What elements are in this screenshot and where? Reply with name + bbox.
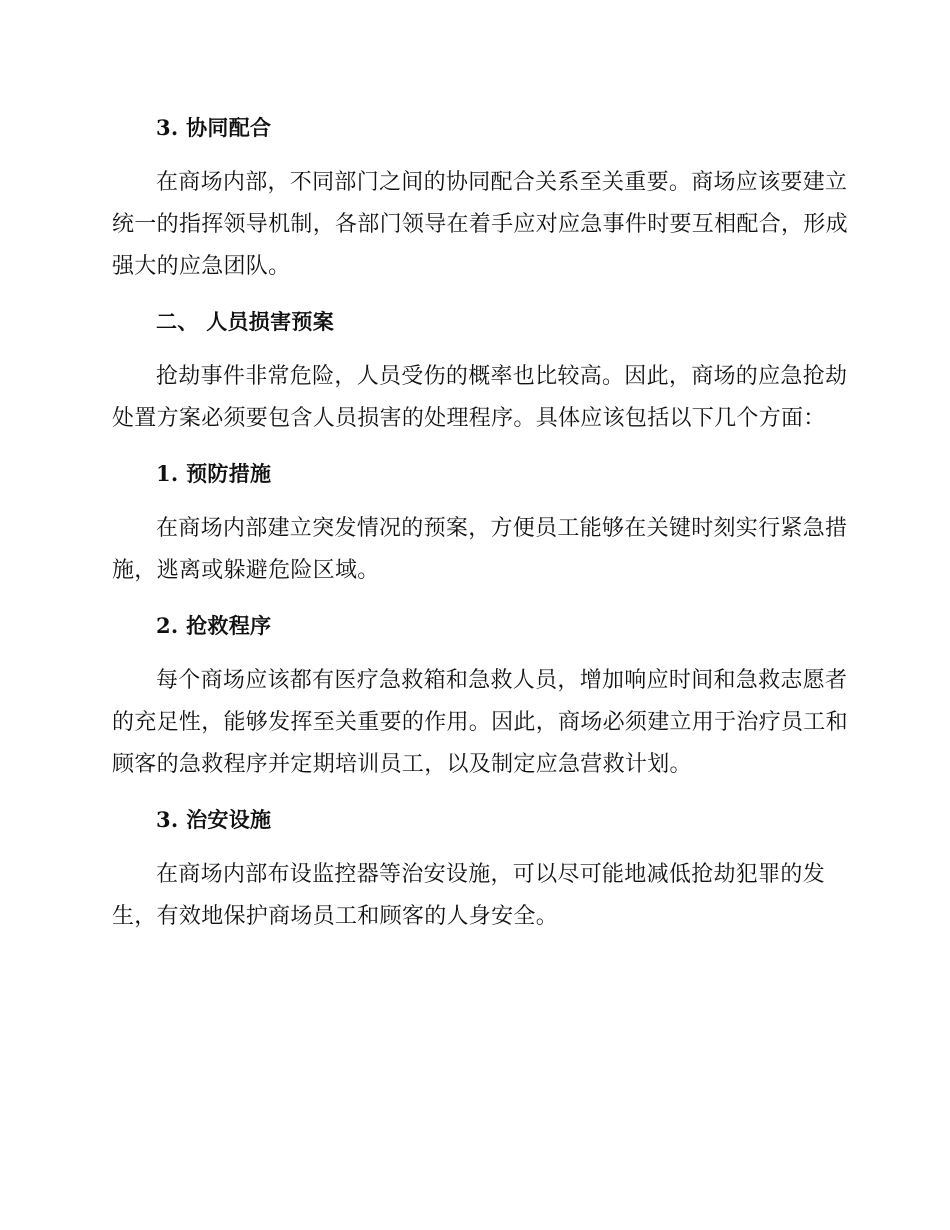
- paragraph-line: 每个商场应该都有医疗急救箱和急救人员，增加响应时间和急救志愿者: [156, 668, 848, 693]
- paragraph-line: 顾客的急救程序并定期培训员工，以及制定应急营救计划。: [112, 752, 692, 777]
- paragraph-line: 生，有效地保护商场员工和顾客的人身安全。: [112, 904, 559, 929]
- paragraph-line: 强大的应急团队。: [112, 254, 291, 279]
- paragraph-line: 抢劫事件非常危险，人员受伤的概率也比较高。因此，商场的应急抢劫: [156, 364, 848, 389]
- section-heading-personnel-damage: 二、 人员损害预案: [156, 309, 335, 334]
- paragraph-line: 统一的指挥领导机制，各部门领导在着手应对应急事件时要互相配合，形成: [112, 212, 848, 237]
- paragraph-line: 施，逃离或躲避危险区域。: [112, 558, 380, 583]
- paragraph-line: 的充足性，能够发挥至关重要的作用。因此，商场必须建立用于治疗员工和: [112, 710, 848, 735]
- paragraph-line: 在商场内部布设监控器等治安设施，可以尽可能地减低抢劫犯罪的发: [156, 862, 826, 887]
- section-heading-coordination: 3. 协同配合: [156, 115, 272, 140]
- paragraph-line: 在商场内部建立突发情况的预案，方便员工能够在关键时刻实行紧急措: [156, 516, 848, 541]
- section-heading-security-facilities: 3. 治安设施: [156, 807, 272, 832]
- paragraph-line: 处置方案必须要包含人员损害的处理程序。具体应该包括以下几个方面：: [112, 406, 826, 431]
- section-heading-prevention: 1. 预防措施: [156, 461, 272, 486]
- paragraph-line: 在商场内部，不同部门之间的协同配合关系至关重要。商场应该要建立: [156, 170, 848, 195]
- section-heading-rescue: 2. 抢救程序: [156, 613, 272, 638]
